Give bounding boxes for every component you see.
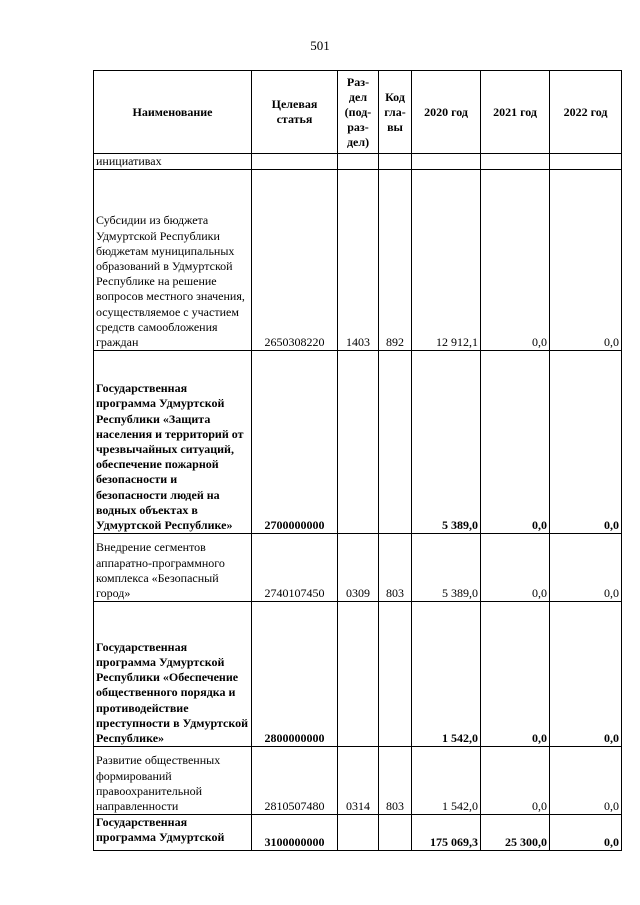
row-2020: [412, 154, 481, 170]
row-chapter: [379, 815, 412, 851]
row-2021: 0,0: [481, 602, 550, 747]
budget-table: [93, 70, 622, 851]
row-2022: 0,0: [550, 602, 622, 747]
row-section: [338, 351, 379, 534]
header-2021: 2021 год: [481, 71, 550, 154]
header-2020: 2020 год: [412, 71, 481, 154]
table-row: [94, 534, 622, 602]
row-chapter: 892: [379, 170, 412, 351]
row-name: инициативах: [94, 154, 252, 170]
table-row: [94, 154, 622, 170]
row-2020: 1 542,0: [412, 602, 481, 747]
row-2020: 175 069,3: [412, 815, 481, 851]
row-2021: 0,0: [481, 534, 550, 602]
row-chapter: [379, 602, 412, 747]
row-2022: 0,0: [550, 534, 622, 602]
row-name: Государственная программа Удмуртской: [94, 815, 252, 851]
row-name: Субсидии из бюджета Удмуртской Республики бюджетам муниципальных образований в Удмуртской Республике на решение вопросов местного значения, осуществляемое с участием средств самообложения граждан: [94, 170, 252, 351]
header-target-article: Целевая статья: [252, 71, 338, 154]
table-row: [94, 815, 622, 851]
table-row: [94, 170, 622, 351]
row-chapter: [379, 351, 412, 534]
row-target: 2810507480: [252, 747, 338, 815]
header-2022: 2022 год: [550, 71, 622, 154]
header-section: Раз-дел (под-раз-дел): [338, 71, 379, 154]
row-2021: 25 300,0: [481, 815, 550, 851]
row-2020: 5 389,0: [412, 351, 481, 534]
row-2021: 0,0: [481, 170, 550, 351]
row-2020: 5 389,0: [412, 534, 481, 602]
row-name: Государственная программа Удмуртской Республики «Защита населения и территорий от чрезвычайных ситуаций, обеспечение пожарной безопасности и безопасности людей на водных объектах в Удмуртской Республике»: [94, 351, 252, 534]
row-2021: 0,0: [481, 351, 550, 534]
row-section: 0314: [338, 747, 379, 815]
row-2022: 0,0: [550, 170, 622, 351]
row-target: 2740107450: [252, 534, 338, 602]
row-target: 2700000000: [252, 351, 338, 534]
table-row: [94, 747, 622, 815]
row-2022: [550, 154, 622, 170]
row-name: Государственная программа Удмуртской Республики «Обеспечение общественного порядка и противодействие преступности в Удмуртской Республике»: [94, 602, 252, 747]
page-number: 501: [310, 38, 330, 53]
row-section: 1403: [338, 170, 379, 351]
row-chapter: [379, 154, 412, 170]
row-target: 2800000000: [252, 602, 338, 747]
row-2020: 1 542,0: [412, 747, 481, 815]
table-row: [94, 602, 622, 747]
row-2021: [481, 154, 550, 170]
header-chapter-code: Код гла-вы: [379, 71, 412, 154]
row-target: 3100000000: [252, 815, 338, 851]
header-name: Наименование: [94, 71, 252, 154]
row-chapter: 803: [379, 747, 412, 815]
row-target: 2650308220: [252, 170, 338, 351]
table-header-row: [94, 71, 622, 154]
row-name: Развитие общественных формирований правоохранительной направленности: [94, 747, 252, 815]
row-section: [338, 602, 379, 747]
row-section: 0309: [338, 534, 379, 602]
row-name: Внедрение сегментов аппаратно-программного комплекса «Безопасный город»: [94, 534, 252, 602]
table-row: [94, 351, 622, 534]
row-2020: 12 912,1: [412, 170, 481, 351]
row-section: [338, 154, 379, 170]
row-2022: 0,0: [550, 815, 622, 851]
row-2021: 0,0: [481, 747, 550, 815]
row-section: [338, 815, 379, 851]
row-2022: 0,0: [550, 351, 622, 534]
row-2022: 0,0: [550, 747, 622, 815]
row-target: [252, 154, 338, 170]
row-chapter: 803: [379, 534, 412, 602]
